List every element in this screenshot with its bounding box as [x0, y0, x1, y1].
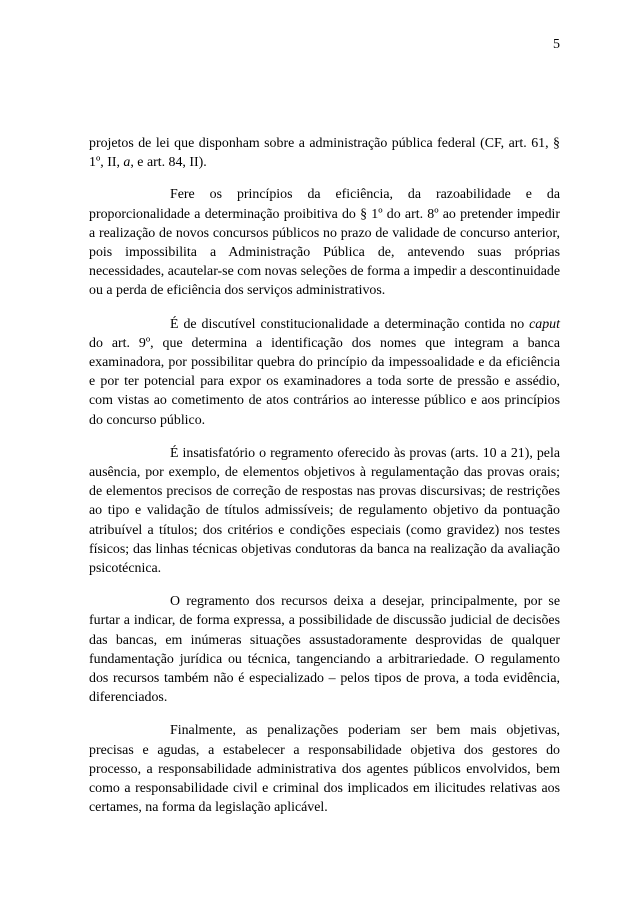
document-body	[89, 134, 560, 832]
paragraph-italic-term: caput	[529, 316, 560, 332]
paragraph-constitucionalidade	[89, 315, 560, 430]
paragraph-text: É de discutível constitucionalidade a determinação contida no	[170, 316, 530, 332]
paragraph-eficiencia: Fere os princípios da eficiência, da razoabilidade e da proporcionalidade a determinação proibitiva do § 1º do art. 8º ao pretender impedir a realização de novos concursos públicos no prazo de validade de concurso anterior, pois impossibilita a Administração Pública de, antevendo suas próprias necessidades, acautelar-se com novas seleções de forma a impedir a descontinuidade ou a perda de eficiência dos serviços administrativos.	[89, 187, 560, 299]
paragraph-italic-term: a	[123, 155, 131, 171]
page-number: 5	[553, 37, 560, 52]
paragraph-recursos: O regramento dos recursos deixa a desejar, principalmente, por se furtar a indicar, de forma expressa, a possibilidade de discussão judicial de decisões das bancas, em inúmeras situações assustadoramente desprovidas de qualquer fundamentação jurídica ou técnica, tangenciando a arbitrariedade. O regulamento dos recursos também não é especializado – pelos tipos de prova, a toda evidência, diferenciados.	[89, 594, 560, 706]
paragraph-text: do art. 9º, que determina a identificação dos nomes que integram a banca examinadora, por possibilitar quebra do princípio da impessoalidade e da eficiência e por ter potencial para expor os examinadores a toda sorte de pressão e assédio, com vistas ao cometimento de atos contrários ao interesse público e aos princípios do concurso público.	[89, 335, 560, 428]
paragraph-text: , e art. 84, II).	[130, 155, 207, 171]
paragraph-continuation	[89, 134, 560, 172]
paragraph-penalizacoes: Finalmente, as penalizações poderiam ser bem mais objetivas, precisas e agudas, a estabelecer a responsabilidade objetiva dos gestores do processo, a responsabilidade administrativa dos agentes públicos envolvidos, bem como a responsabilidade civil e criminal dos implicados em ilicitudes relativas aos certames, na forma da legislação aplicável.	[89, 723, 560, 816]
paragraph-provas: É insatisfatório o regramento oferecido às provas (arts. 10 a 21), pela ausência, por exemplo, de elementos objetivos à regulamentação das provas orais; de elementos precisos de correção de respostas nas provas discursivas; de restrições ao tipo e validação de títulos admissíveis; de regulamento objetivo da pontuação atribuível a títulos; dos critérios e condições especiais (como gravidez) nos testes físicos; das linhas técnicas objetivas condutoras da banca na realização da avaliação psicotécnica.	[89, 445, 560, 577]
paragraph-text: projetos de lei que disponham sobre a administração pública federal (CF, art. 61, § 1º, II,	[89, 136, 560, 171]
